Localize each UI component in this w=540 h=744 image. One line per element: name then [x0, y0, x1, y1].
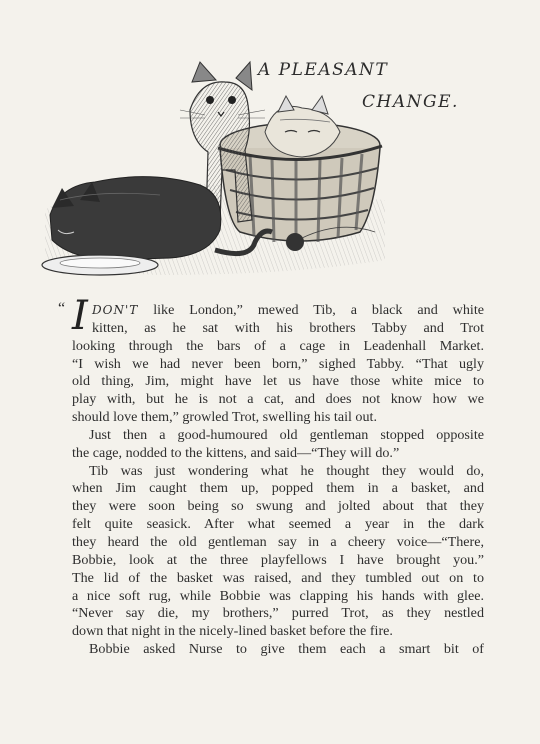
drop-cap-letter: I — [72, 293, 88, 339]
text-line-7: should love them,” growled Trot, swelling his tail out. — [72, 409, 377, 426]
drop-cap-word: DON'T — [92, 303, 139, 317]
text-line-20: Bobbie asked Nurse to give them each a smart bit of — [89, 641, 484, 658]
text-line-1: DON'T like London,” mewed Tib, a black and white — [92, 302, 484, 318]
text-line-12: they were soon being so swung and jolted about that they — [72, 498, 484, 515]
text-line-6: play with, but he is not a cat, and does not know how we — [72, 391, 484, 408]
text-line-18: “Never say die, my brothers,” purred Trot, as they nestled — [72, 605, 484, 622]
text-line-17: a nice soft rug, while Bobbie was clapping his hands with glee. — [72, 587, 484, 604]
text-line-8: Just then a good-humoured old gentleman stopped opposite — [89, 426, 484, 443]
sleeping-kitten — [265, 96, 340, 157]
text-line-3: looking through the bars of a cage in Leadenhall Market. — [72, 337, 484, 354]
title-line-2: CHANGE. — [362, 92, 459, 112]
opening-quote: “ — [58, 300, 66, 317]
text-line-14: they heard the old gentleman say in a cheery voice—“There, — [72, 533, 484, 550]
title-line-1: A PLEASANT — [258, 60, 389, 80]
text-line-15: Bobbie, look at the three playfellows I have brought you.” — [72, 551, 484, 568]
saucer — [42, 255, 158, 275]
kittens-illustration — [40, 60, 385, 290]
story-text — [58, 293, 484, 659]
text-line-5: old thing, Jim, might have let us have those white mice to — [72, 373, 484, 390]
text-line-13: felt quite seasick. After what seemed a year in the dark — [72, 516, 484, 533]
text-line-19: down that night in the nicely-lined basket before the fire. — [72, 623, 393, 640]
text-line-16: The lid of the basket was raised, and they tumbled out on to — [72, 569, 484, 586]
kittens-engraving — [40, 60, 385, 290]
opening-paragraph — [58, 293, 484, 339]
text-line-4: “I wish we had never been born,” sighed Tabby. “That ugly — [72, 355, 484, 372]
text-line-11: when Jim caught them up, popped them in a basket, and — [72, 480, 484, 497]
text-line-2: kitten, as he sat with his brothers Tabby and Trot — [92, 319, 484, 336]
text-line-9: the cage, nodded to the kittens, and said—“They will do.” — [72, 444, 400, 461]
text-line-10: Tib was just wondering what he thought they would do, — [89, 462, 484, 479]
